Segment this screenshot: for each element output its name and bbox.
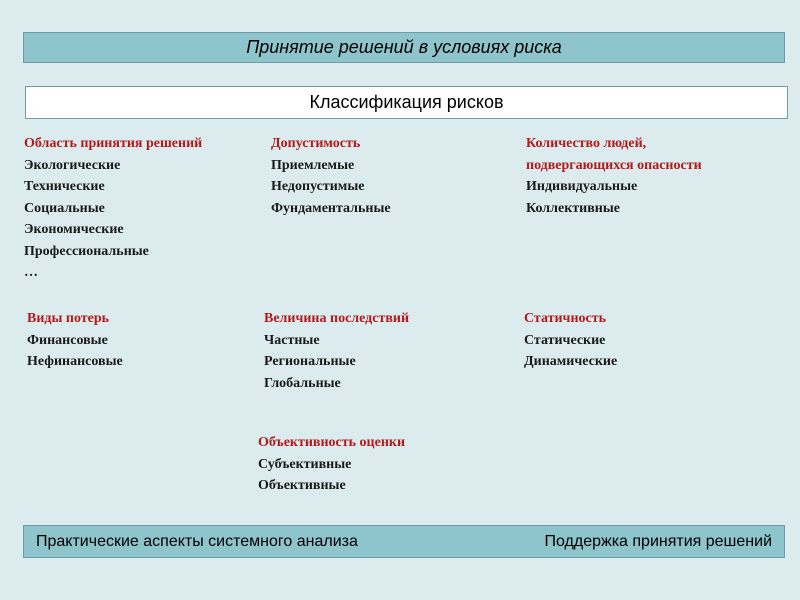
list-item: Частные	[264, 332, 320, 348]
list-item: Приемлемые	[271, 157, 355, 173]
group-objectivity	[258, 432, 405, 497]
section-title: Классификация рисков	[309, 92, 504, 112]
group-loss-types	[27, 308, 123, 373]
group-header: Величина последствий	[264, 311, 410, 326]
page-title-bar	[23, 32, 785, 63]
list-item: Экологические	[24, 157, 121, 173]
list-item: Нефинансовые	[27, 354, 123, 369]
list-item: Экономические	[24, 222, 124, 237]
list-item: …	[24, 265, 38, 280]
list-item: Региональные	[264, 354, 356, 369]
list-item: Фундаментальные	[271, 200, 391, 216]
footer-right-text: Поддержка принятия решений	[544, 532, 772, 550]
list-item: Глобальные	[264, 375, 341, 391]
group-header: Допустимость	[271, 136, 361, 151]
list-item: Финансовые	[27, 332, 108, 348]
group-people-count	[526, 133, 702, 219]
list-item: Профессиональные	[24, 243, 149, 259]
list-item: Коллективные	[526, 200, 620, 216]
group-header: Количество людей,	[526, 136, 647, 151]
list-item: Социальные	[24, 200, 105, 216]
list-item: Индивидуальные	[526, 179, 638, 194]
footer-bar	[23, 525, 785, 558]
list-item: Статические	[524, 332, 606, 348]
list-item: Недопустимые	[271, 179, 365, 194]
group-staticity	[524, 308, 617, 373]
group-header: Статичность	[524, 311, 607, 326]
group-consequence-size	[264, 308, 409, 394]
list-item: Субъективные	[258, 456, 352, 472]
footer-left-text: Практические аспекты системного анализа	[36, 532, 358, 550]
group-header: Объективность оценки	[258, 435, 406, 450]
group-header-line-2: подвергающихся опасности	[526, 157, 702, 173]
list-item: Динамические	[524, 354, 618, 369]
section-title-bar	[25, 86, 788, 119]
group-header: Виды потерь	[27, 311, 110, 326]
page-title: Принятие решений в условиях риска	[246, 37, 562, 57]
list-item: Технические	[24, 179, 105, 194]
group-header: Область принятия решений	[24, 136, 203, 151]
group-acceptability	[271, 133, 391, 219]
group-decision-area	[24, 133, 202, 284]
list-item: Объективные	[258, 478, 346, 493]
